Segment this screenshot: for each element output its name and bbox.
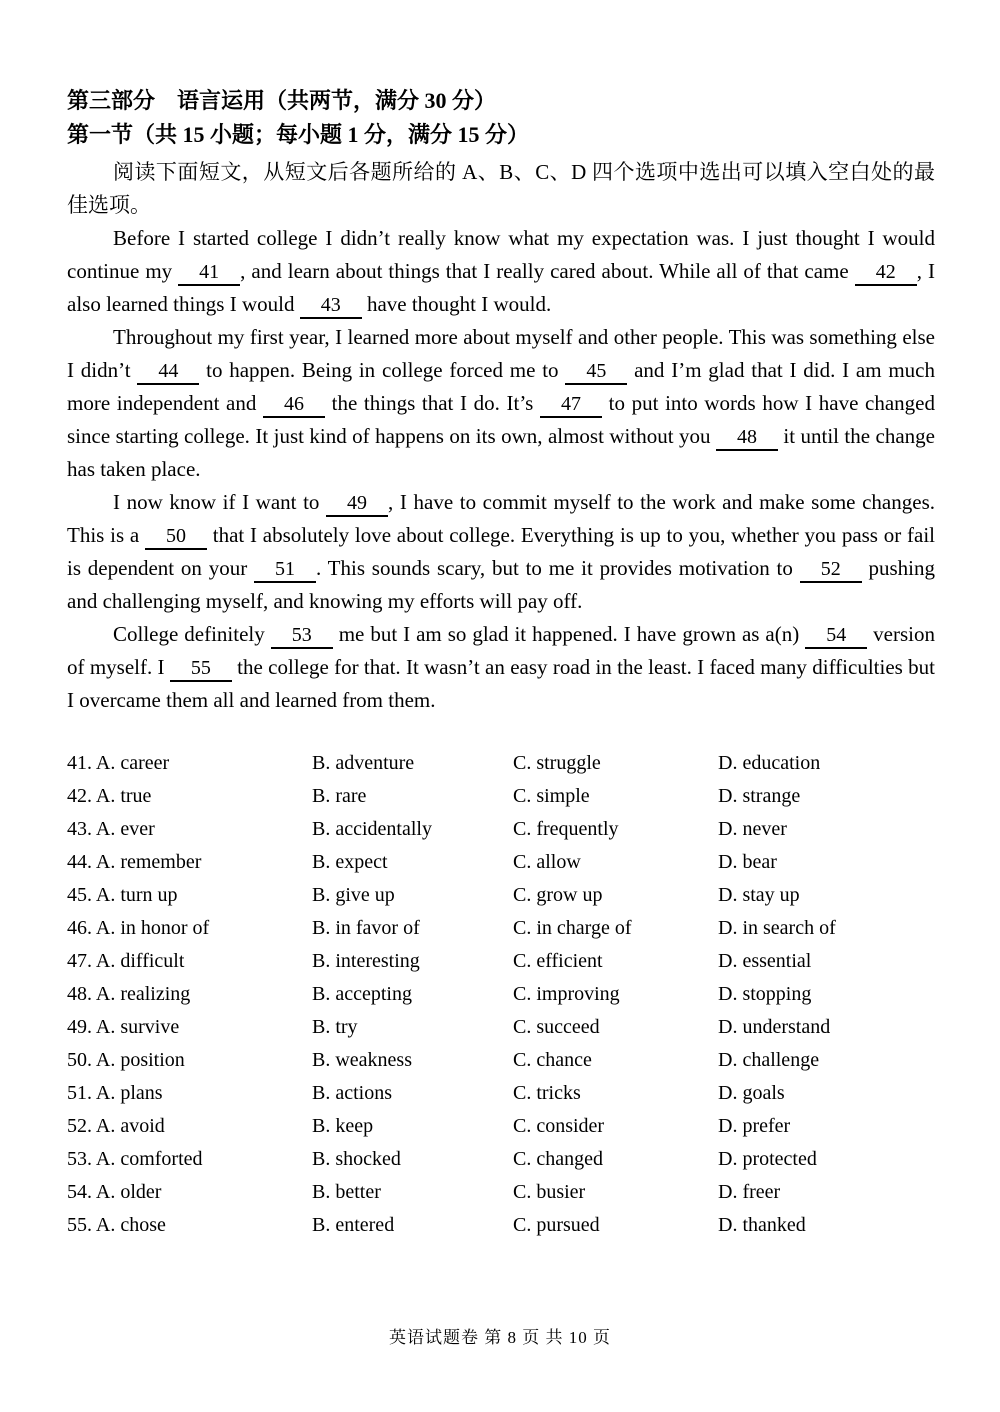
cloze-blank-43: 43 (300, 293, 362, 319)
option-53-C: C. changed (513, 1148, 603, 1170)
option-54-A: 54. A. older (67, 1181, 162, 1203)
option-46-C: C. in charge of (513, 917, 632, 939)
options-table (67, 747, 935, 1242)
option-48-C: C. improving (513, 983, 620, 1005)
option-54-D: D. freer (718, 1181, 781, 1203)
section-heading: 第三部分 语言运用（共两节，满分 30 分） (67, 88, 497, 113)
option-43-B: B. accidentally (312, 818, 432, 840)
option-54-B: B. better (312, 1181, 381, 1203)
cloze-blank-44: 44 (137, 359, 199, 385)
passage-paragraph: College definitely 53 me but I am so glad it happened. I have grown as a(n) 54 version of myself. I 55 the college for that. It wasn’t an easy road in the least. I faced many difficulties but I overcame them all and learned from them. (67, 622, 935, 712)
option-51-C: C. tricks (513, 1082, 581, 1104)
option-43-A: 43. A. ever (67, 818, 155, 840)
option-55-A: 55. A. chose (67, 1214, 166, 1236)
option-55-C: C. pursued (513, 1214, 600, 1236)
cloze-blank-49: 49 (326, 491, 388, 517)
option-41-B: B. adventure (312, 752, 415, 774)
option-47-A: 47. A. difficult (67, 950, 185, 972)
option-row-54 (67, 1176, 935, 1209)
cloze-blank-53: 53 (271, 623, 333, 649)
option-42-C: C. simple (513, 785, 590, 807)
option-43-D: D. never (718, 818, 787, 840)
option-row-47 (67, 945, 935, 978)
option-row-49 (67, 1011, 935, 1044)
option-48-B: B. accepting (312, 983, 412, 1005)
option-53-B: B. shocked (312, 1148, 401, 1170)
passage-paragraph: I now know if I want to 49 , I have to commit myself to the work and make some changes. This is a 50 that I absolutely love about college. Everything is up to you, whether you pass or fail is dependent on your 51 . This sounds scary, but to me it provides motivation to 52 pushing and challenging myself, and knowing my efforts will pay off. (67, 490, 935, 613)
option-41-A: 41. A. career (67, 752, 170, 774)
cloze-passage (67, 222, 935, 717)
option-51-D: D. goals (718, 1082, 785, 1104)
option-51-B: B. actions (312, 1082, 392, 1104)
cloze-blank-41: 41 (178, 260, 240, 286)
cloze-blank-51: 51 (254, 557, 316, 583)
option-49-D: D. understand (718, 1016, 831, 1038)
option-53-A: 53. A. comforted (67, 1148, 203, 1170)
option-49-B: B. try (312, 1016, 358, 1038)
cloze-blank-42: 42 (855, 260, 917, 286)
cloze-blank-55: 55 (170, 656, 232, 682)
option-50-B: B. weakness (312, 1049, 412, 1071)
option-43-C: C. frequently (513, 818, 619, 840)
option-46-B: B. in favor of (312, 917, 420, 939)
option-45-D: D. stay up (718, 884, 800, 906)
option-52-B: B. keep (312, 1115, 374, 1137)
option-47-B: B. interesting (312, 950, 420, 972)
passage-paragraph: Before I started college I didn’t really know what my expectation was. I just thought I would continue my 41 , and learn about things that I really cared about. While all of that came 42 , I also learned things I would 43 have thought I would. (67, 222, 935, 321)
option-45-A: 45. A. turn up (67, 884, 178, 906)
option-row-55 (67, 1209, 935, 1242)
cloze-blank-54: 54 (805, 623, 867, 649)
passage-paragraph: Throughout my first year, I learned more about myself and other people. This was something else I didn’t 44 to happen. Being in college forced me to 45 and I’m glad that I did. I am much more independent and 46 the things that I do. It’s 47 to put into words how I have changed since starting college. It just kind of happens on its own, almost without you 48 it until the change has taken place. (67, 325, 935, 481)
option-42-A: 42. A. true (67, 785, 152, 807)
option-42-B: B. rare (312, 785, 367, 807)
option-row-52 (67, 1110, 935, 1143)
option-50-A: 50. A. position (67, 1049, 185, 1071)
option-42-D: D. strange (718, 785, 801, 807)
option-44-B: B. expect (312, 851, 388, 873)
option-49-C: C. succeed (513, 1016, 600, 1038)
option-41-D: D. education (718, 752, 821, 774)
cloze-blank-50: 50 (145, 524, 207, 550)
option-52-D: D. prefer (718, 1115, 791, 1137)
option-46-D: D. in search of (718, 917, 836, 939)
option-50-C: C. chance (513, 1049, 592, 1071)
option-44-D: D. bear (718, 851, 777, 873)
option-row-44 (67, 846, 935, 879)
part-heading: 第一节（共 15 小题；每小题 1 分，满分 15 分） (67, 122, 530, 147)
option-row-53 (67, 1143, 935, 1176)
option-44-C: C. allow (513, 851, 581, 873)
option-54-C: C. busier (513, 1181, 586, 1203)
option-row-46 (67, 912, 935, 945)
page-footer: 英语试题卷 第 8 页 共 10 页 (389, 1328, 611, 1347)
option-41-C: C. struggle (513, 752, 601, 774)
option-48-D: D. stopping (718, 983, 812, 1005)
cloze-blank-45: 45 (565, 359, 627, 385)
option-46-A: 46. A. in honor of (67, 917, 210, 939)
cloze-blank-52: 52 (800, 557, 862, 583)
option-47-D: D. essential (718, 950, 812, 972)
option-row-43 (67, 813, 935, 846)
option-53-D: D. protected (718, 1148, 817, 1170)
option-45-B: B. give up (312, 884, 395, 906)
option-49-A: 49. A. survive (67, 1016, 180, 1038)
option-row-45 (67, 879, 935, 912)
option-row-41 (67, 747, 935, 780)
cloze-blank-48: 48 (716, 425, 778, 451)
option-50-D: D. challenge (718, 1049, 820, 1071)
option-48-A: 48. A. realizing (67, 983, 191, 1005)
option-55-B: B. entered (312, 1214, 395, 1236)
page-content (67, 84, 935, 1242)
option-52-C: C. consider (513, 1115, 605, 1137)
option-47-C: C. efficient (513, 950, 603, 972)
instructions-text: 阅读下面短文，从短文后各题所给的 A、B、C、D 四个选项中选出可以填入空白处的最佳选项。 (67, 160, 935, 217)
option-45-C: C. grow up (513, 884, 603, 906)
option-44-A: 44. A. remember (67, 851, 202, 873)
option-row-48 (67, 978, 935, 1011)
option-52-A: 52. A. avoid (67, 1115, 165, 1137)
option-row-42 (67, 780, 935, 813)
option-row-51 (67, 1077, 935, 1110)
option-row-50 (67, 1044, 935, 1077)
cloze-blank-46: 46 (263, 392, 325, 418)
option-55-D: D. thanked (718, 1214, 806, 1236)
cloze-blank-47: 47 (540, 392, 602, 418)
option-51-A: 51. A. plans (67, 1082, 163, 1104)
